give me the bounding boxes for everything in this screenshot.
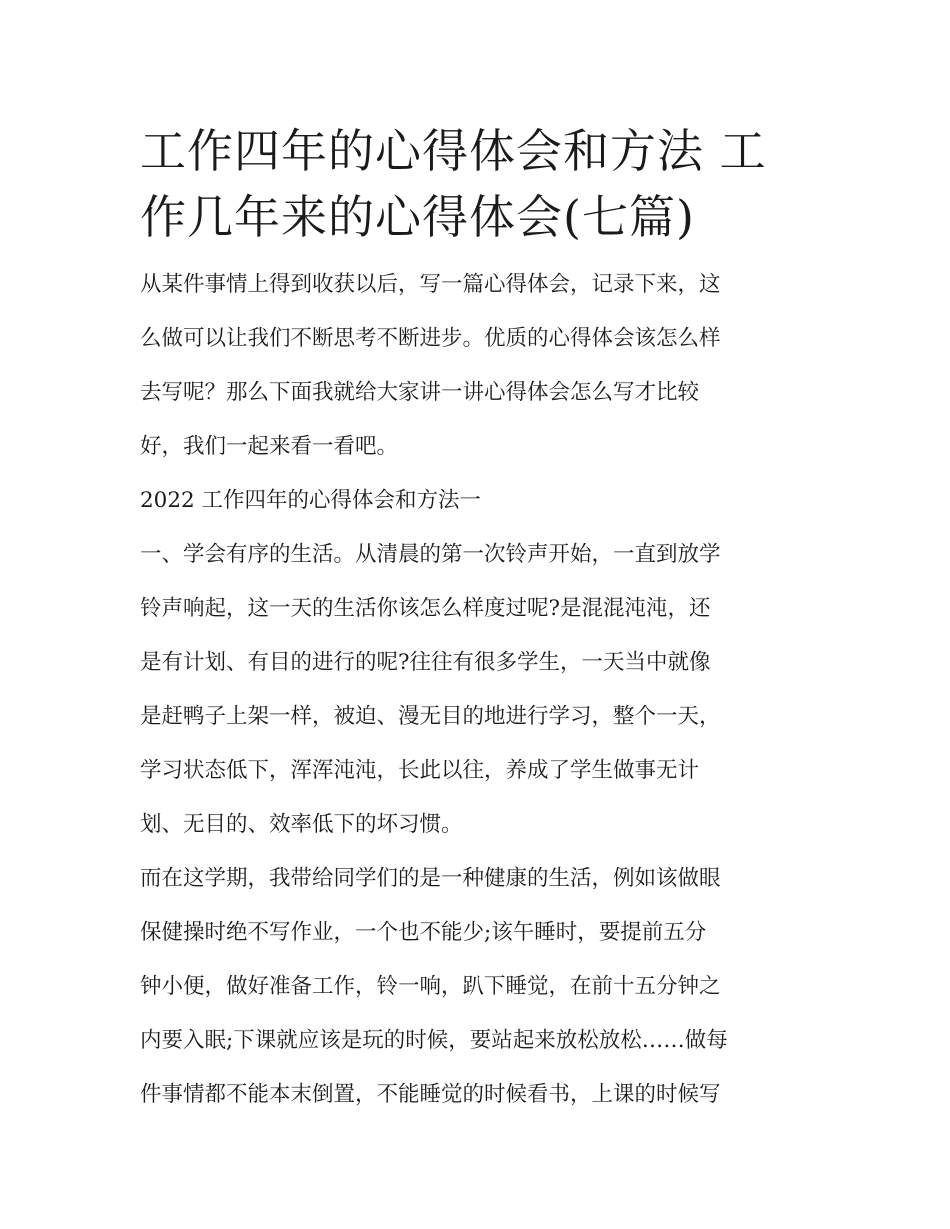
paragraph-1-line: 划、无目的、效率低下的坏习惯。 <box>140 812 463 837</box>
paragraph-1-line: 是有计划、有目的进行的呢?往往有很多学生，一天当中就像 <box>140 650 711 675</box>
paragraph-2-line: 而在这学期，我带给同学们的是一种健康的生活，例如该做眼 <box>140 866 721 891</box>
title-line-1: 工作四年的心得体会和方法 工 <box>140 124 767 178</box>
paragraph-2-line: 钟小便，做好准备工作，铃一响，趴下睡觉，在前十五分钟之 <box>140 974 721 999</box>
paragraph-1-line: 一、学会有序的生活。从清晨的第一次铃声开始，一直到放学 <box>140 542 721 567</box>
paragraph-1-line: 是赶鸭子上架一样，被迫、漫无目的地进行学习，整个一天， <box>140 704 721 729</box>
intro-line: 好，我们一起来看一看吧。 <box>140 434 399 459</box>
intro-paragraph <box>140 258 812 474</box>
paragraph-2-line: 保健操时绝不写作业，一个也不能少;该午睡时，要提前五分 <box>140 920 707 945</box>
section-heading <box>140 474 812 528</box>
title-line-2: 作几年来的心得体会(七篇) <box>140 190 695 244</box>
intro-line: 去写呢？那么下面我就给大家讲一讲心得体会怎么写才比较 <box>140 380 700 405</box>
paragraph-1 <box>140 528 812 852</box>
paragraph-2 <box>140 852 812 1122</box>
section-heading-text: 2022 工作四年的心得体会和方法一 <box>140 488 482 513</box>
paragraph-2-line: 内要入眠;下课就应该是玩的时候，要站起来放松放松……做每 <box>140 1028 728 1053</box>
intro-line: 么做可以让我们不断思考不断进步。优质的心得体会该怎么样 <box>140 326 721 351</box>
document-page <box>140 118 812 1122</box>
paragraph-2-line: 件事情都不能本末倒置，不能睡觉的时候看书，上课的时候写 <box>140 1082 721 1107</box>
paragraph-1-line: 铃声响起，这一天的生活你该怎么样度过呢?是混混沌沌，还 <box>140 596 711 621</box>
paragraph-1-line: 学习状态低下，浑浑沌沌，长此以往，养成了学生做事无计 <box>140 758 700 783</box>
intro-line: 从某件事情上得到收获以后，写一篇心得体会，记录下来，这 <box>140 272 721 297</box>
document-title <box>140 118 812 250</box>
